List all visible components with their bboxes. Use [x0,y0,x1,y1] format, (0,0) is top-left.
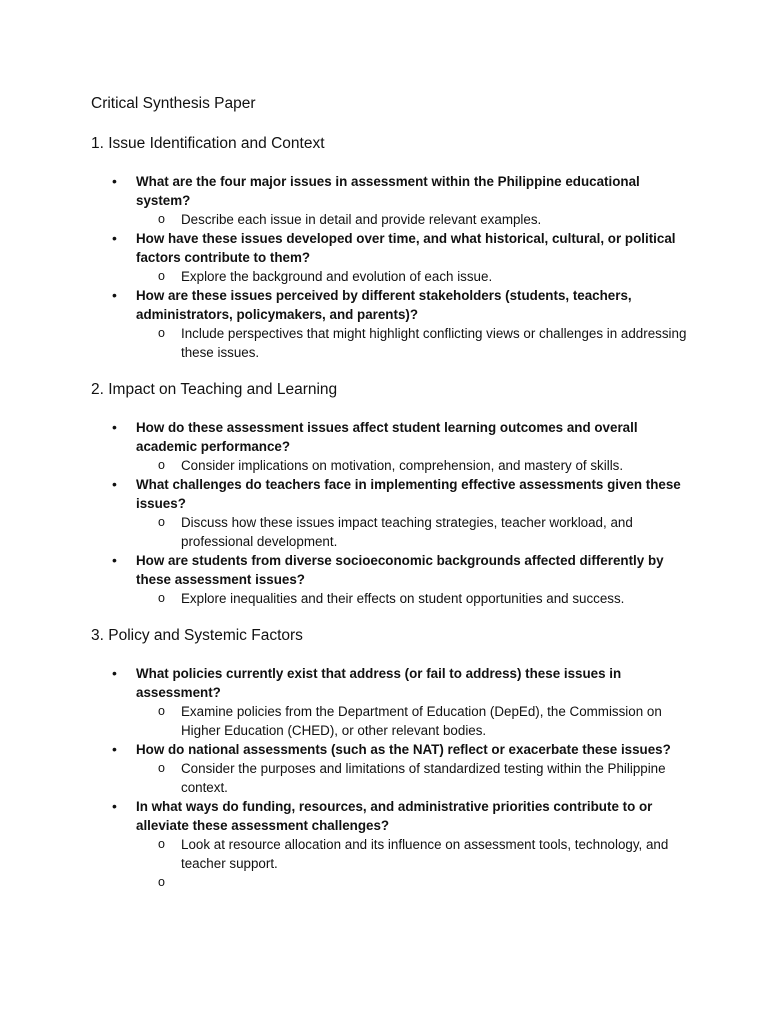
bullet-icon: • [112,230,117,246]
sub-list [136,267,691,286]
question-text: How are students from diverse socioeconomic backgrounds affected differently by these assessment issues? [136,553,664,587]
question-text: In what ways do funding, resources, and administrative priorities contribute to or alleviate these assessment challenges? [136,799,653,833]
section-heading: 1. Issue Identification and Context [91,135,325,152]
sub-list [136,456,691,475]
sub-item [136,513,691,551]
bullet-icon: • [112,476,117,492]
sub-list [136,702,691,740]
circle-bullet-icon: o [158,515,165,529]
question-item [91,172,691,229]
sub-item-text: Look at resource allocation and its influence on assessment tools, technology, and teacher support. [181,837,669,871]
sub-item [136,589,691,608]
circle-bullet-icon: o [158,591,165,605]
sub-list [136,324,691,362]
bullet-icon: • [112,552,117,568]
question-text: What policies currently exist that address (or fail to address) these issues in assessment? [136,666,622,700]
question-text: What challenges do teachers face in implementing effective assessments given these issues? [136,477,681,511]
bullet-icon: • [112,798,117,814]
sub-item [136,267,691,286]
question-list [91,418,691,608]
sub-item-text: Include perspectives that might highlight conflicting views or challenges in addressing these issues. [181,326,687,360]
bullet-icon: • [112,287,117,303]
sub-item [136,835,691,873]
question-item [91,551,691,608]
document-title: Critical Synthesis Paper [91,95,256,112]
question-item [91,286,691,362]
sub-item-text: Discuss how these issues impact teaching strategies, teacher workload, and professional development. [181,515,633,549]
section-heading: 2. Impact on Teaching and Learning [91,381,338,398]
question-list [91,172,691,362]
sub-list [136,513,691,551]
question-list [91,664,691,892]
question-item [91,797,691,892]
sub-item [136,759,691,797]
question-item [91,418,691,475]
section-heading: 3. Policy and Systemic Factors [91,627,303,644]
question-item [91,664,691,740]
sub-item-text [181,873,691,892]
circle-bullet-icon: o [158,704,165,718]
question-text: How are these issues perceived by different stakeholders (students, teachers, administrators, policymakers, and parents)? [136,288,632,322]
question-item [91,740,691,797]
bullet-icon: • [112,741,117,757]
bullet-icon: • [112,173,117,189]
question-item [91,229,691,286]
question-text: How do these assessment issues affect student learning outcomes and overall academic performance? [136,420,638,454]
circle-bullet-icon: o [158,326,165,340]
sub-item [136,324,691,362]
sub-item [136,702,691,740]
sub-item [136,456,691,475]
sub-item-text: Explore inequalities and their effects on student opportunities and success. [181,591,625,606]
section-1 [91,134,691,362]
document-body [91,94,691,910]
circle-bullet-icon: o [158,875,165,889]
circle-bullet-icon: o [158,837,165,851]
sub-item-empty [136,873,691,892]
section-3 [91,626,691,892]
sub-item-text: Examine policies from the Department of Education (DepEd), the Commission on Higher Education (CHED), or other relevant bodies. [181,704,662,738]
sub-item [136,210,691,229]
circle-bullet-icon: o [158,458,165,472]
bullet-icon: • [112,665,117,681]
sub-list [136,210,691,229]
circle-bullet-icon: o [158,212,165,226]
question-item [91,475,691,551]
sub-list [136,589,691,608]
sub-list [136,759,691,797]
question-text: How have these issues developed over time, and what historical, cultural, or political factors contribute to them? [136,231,676,265]
sub-item-text: Consider implications on motivation, comprehension, and mastery of skills. [181,458,624,473]
sub-item-text: Describe each issue in detail and provide relevant examples. [181,212,542,227]
question-text: How do national assessments (such as the NAT) reflect or exacerbate these issues? [136,742,671,757]
question-text: What are the four major issues in assessment within the Philippine educational system? [136,174,640,208]
circle-bullet-icon: o [158,761,165,775]
circle-bullet-icon: o [158,269,165,283]
sub-list [136,835,691,892]
section-2 [91,380,691,608]
sub-item-text: Explore the background and evolution of each issue. [181,269,493,284]
bullet-icon: • [112,419,117,435]
sub-item-text: Consider the purposes and limitations of standardized testing within the Philippine context. [181,761,666,795]
